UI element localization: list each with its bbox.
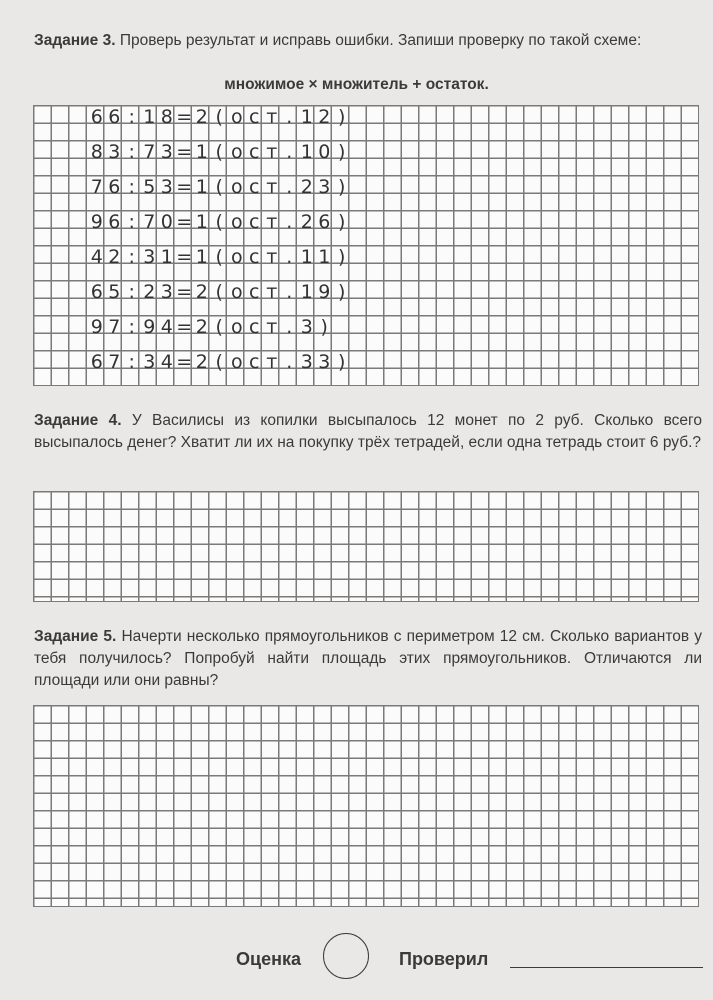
task4-text — [34, 410, 702, 454]
task3-title: Задание 3. — [34, 32, 116, 49]
task3-description: Проверь результат и исправь ошибки. Запиши проверку по такой схеме: — [119, 32, 642, 49]
signature-line[interactable] — [510, 967, 703, 968]
task5-description: Начерти несколько прямоугольников с периметром 12 см. Сколько вариантов у тебя получилось? Попробуй найти площадь этих прямоугольников. Отличаются ли площади или они равны? — [34, 628, 702, 689]
task5-answer-grid[interactable] — [33, 705, 699, 907]
equation-row: 6 6 : 1 8 = 2 ( о с т . 1 2 ) — [90, 106, 346, 128]
grade-circle[interactable] — [323, 933, 369, 979]
equation-row: 7 6 : 5 3 = 1 ( о с т . 2 3 ) — [90, 176, 346, 198]
task4-answer-grid[interactable] — [33, 491, 699, 602]
equation-row: 6 5 : 2 3 = 2 ( о с т . 1 9 ) — [90, 281, 346, 303]
grade-label: Оценка — [236, 949, 301, 969]
equation-row: 4 2 : 3 1 = 1 ( о с т . 1 1 ) — [90, 246, 346, 268]
task3-scheme: множимое × множитель + остаток. — [224, 76, 489, 93]
footer — [0, 945, 713, 985]
task5-text — [34, 626, 702, 692]
task3-text — [34, 30, 702, 52]
checked-label: Проверил — [399, 949, 489, 969]
task4-description: У Василисы из копилки высыпалось 12 монет по 2 руб. Сколько всего высыпалось денег? Хватит ли их на покупку трёх тетрадей, если одна тетрадь стоит 6 руб.? — [34, 412, 702, 451]
equation-row: 9 7 : 9 4 = 2 ( о с т . 3 ) — [90, 316, 328, 338]
equation-row: 9 6 : 7 0 = 1 ( о с т . 2 6 ) — [90, 211, 346, 233]
task4-title: Задание 4. — [34, 412, 122, 429]
equation-row: 6 7 : 3 4 = 2 ( о с т . 3 3 ) — [90, 351, 346, 373]
task5-title: Задание 5. — [34, 628, 117, 645]
equation-row: 8 3 : 7 3 = 1 ( о с т . 1 0 ) — [90, 141, 346, 163]
